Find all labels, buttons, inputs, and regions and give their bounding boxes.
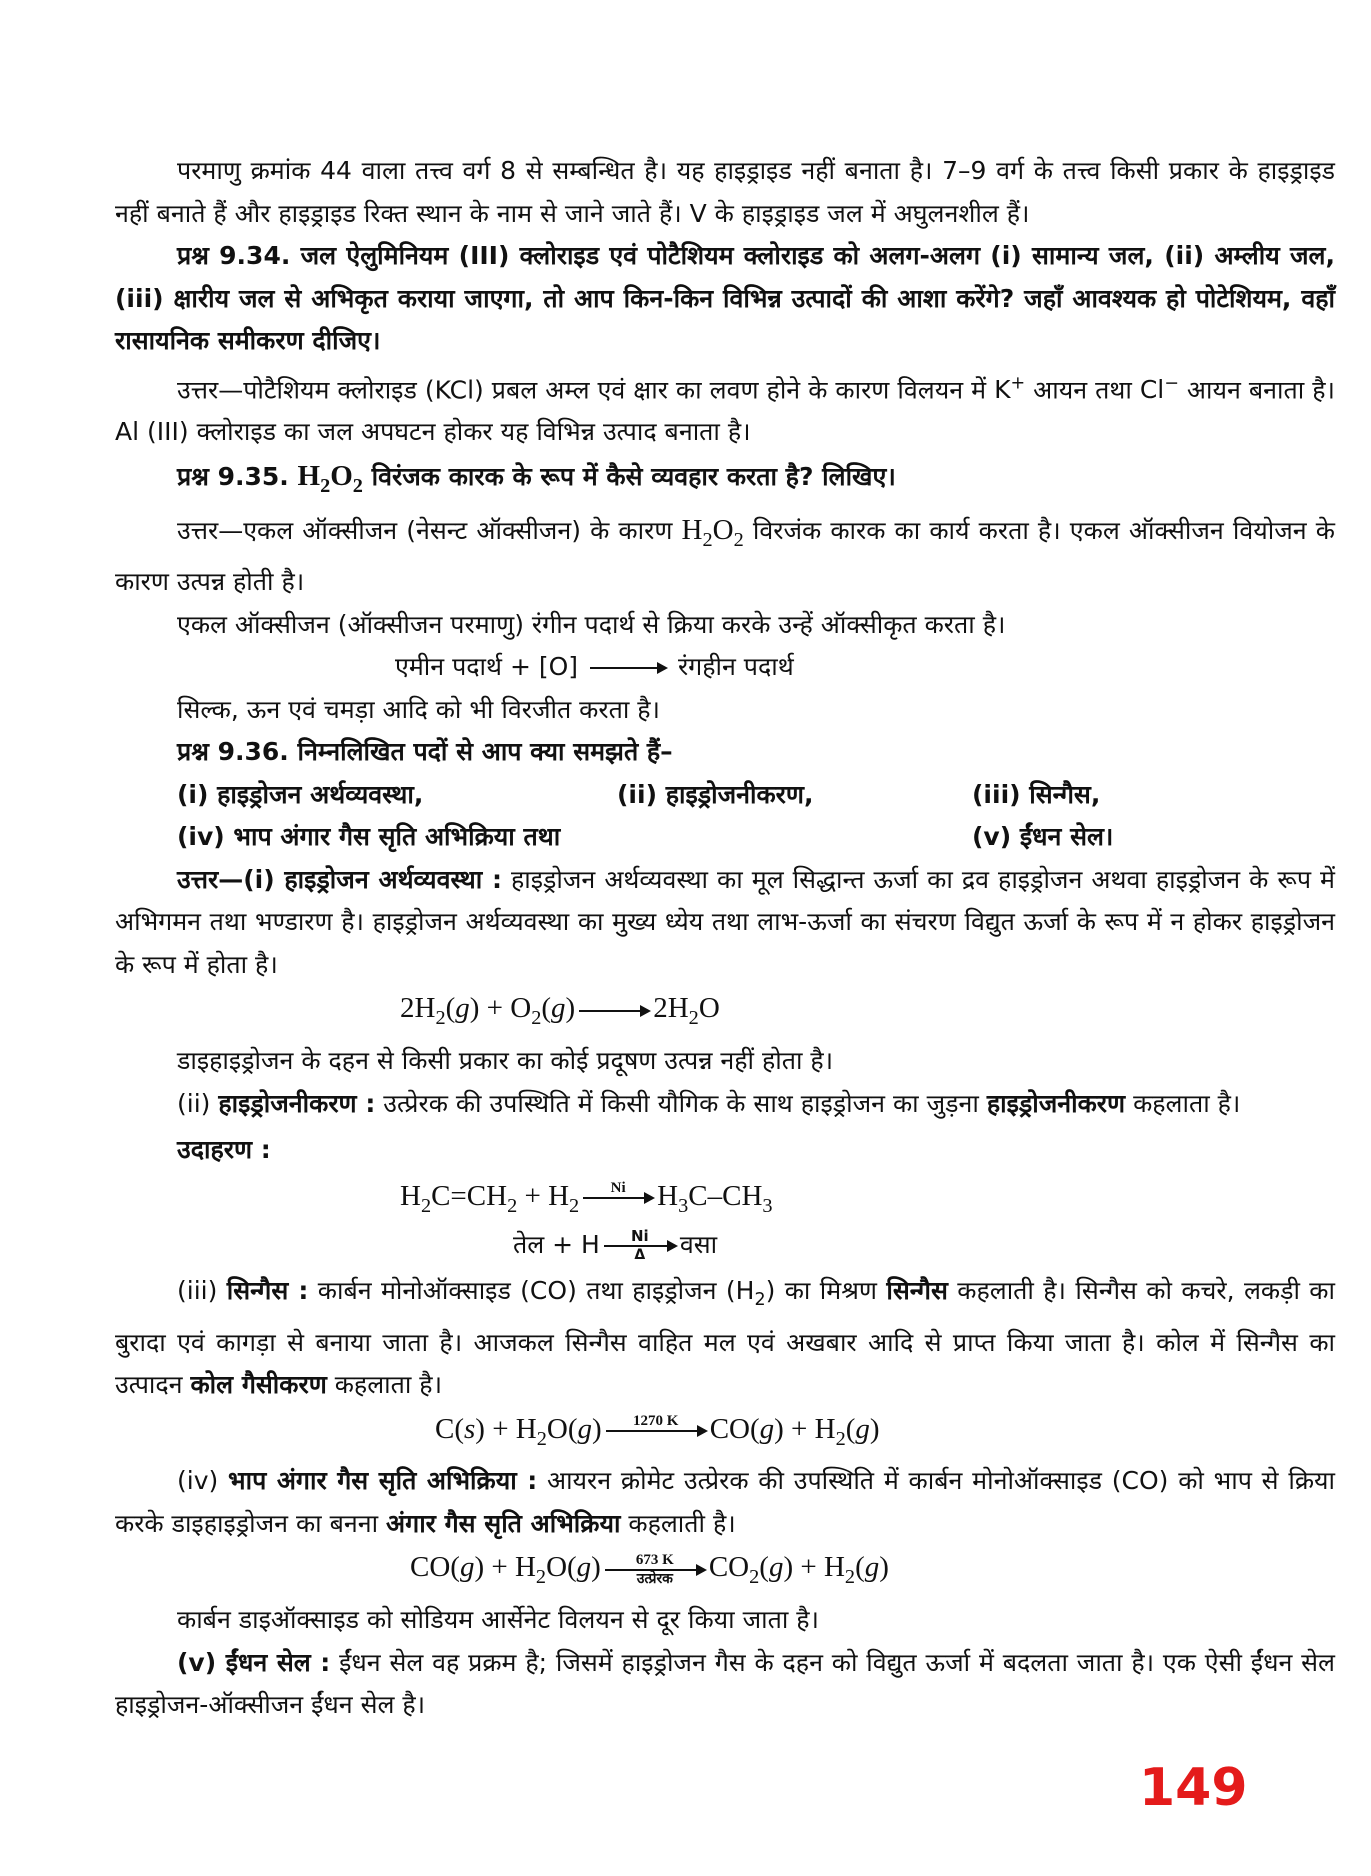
answer-9-35-line3: सिल्क, ऊन एवं चमड़ा आदि को भी विरजीत करता है। [177,694,661,724]
answer-9-36-iv-line2: कार्बन डाइऑक्साइड को सोडियम आर्सेनेट विलयन से दूर किया जाता है। [177,1605,820,1635]
answer-9-35: उत्तर—एकल ऑक्सीजन (नेसन्ट ऑक्सीजन) के कारण $H_2O_2$ विरजंक कारक का कार्य करता है। एकल ऑक्सीजन वियोजन के कारण उत्पन्न होती है। [115,513,1335,597]
question-9-35: प्रश्न 9.35. $H_2O_2$ विरंजक कारक के रूप में कैसे व्यवहार करता है? लिखिए। [177,459,896,497]
equation-amine: एमीन पदार्थ + [O] रंगहीन पदार्थ [395,652,794,682]
question-9-36: प्रश्न 9.36. निम्नलिखित पदों से आप क्या समझते हैं– [177,737,673,767]
equation-water: $2H_2(g) + O_2(g)$ $2H_2O$ [400,992,720,1030]
terms-row-1: (i) हाइड्रोजन अर्थव्यवस्था, (ii) हाइड्रोजनीकरण, (iii) सिन्गैस, [177,779,1101,809]
paragraph-intro: परमाणु क्रमांक 44 वाला तत्त्व वर्ग 8 से सम्बन्धित है। यह हाइड्राइड नहीं बनाता है। 7–9 वर्ग के तत्त्व किसी प्रकार के हाइड्राइड नहीं बनाते हैं और हाइड्राइड रिक्त स्थान के नाम से जाने जाते हैं। V के हाइड्राइड जल में अघुलनशील हैं। [115,156,1335,228]
question-9-34: प्रश्न 9.34. जल ऐलुमिनियम (III) क्लोराइड एवं पोटैशियम क्लोराइड को अलग-अलग (i) सामान्य जल, (ii) अम्लीय जल, (iii) क्षारीय जल से अभिकृत कराया जाएगा, तो आप किन-किन विभिन्न उत्पादों की आशा करेंगे? जहाँ आवश्यक हो पोटेशियम, वहाँ रासायनिक समीकरण दीजिए। [115,241,1335,355]
equation-ethene: $H_2C=CH_2 + H_2$ Ni $H_3C-CH_3$ [400,1179,773,1217]
equation-water-gas-shift: $CO(g) + H_2O(g)$ 673 K उत्प्रेरक $CO_2(g) + H_2(g)$ [410,1551,889,1589]
terms-row-2: (iv) भाप अंगार गैस सृति अभिक्रिया तथा (v) ईंधन सेल। [177,822,1114,852]
answer-9-36-iv: (iv) भाप अंगार गैस सृति अभिक्रिया : आयरन क्रोमेट उत्प्रेरक की उपस्थिति में कार्बन मोनोऑक्साइड (CO) को भाप से क्रिया करके डाइहाइड्रोजन का बनना अंगार गैस सृति अभिक्रिया कहलाती है। [115,1466,1335,1538]
equation-oil: तेल + H $\frac{Ni}{\Delta}$ वसा [513,1226,718,1263]
answer-9-34: उत्तर—पोटैशियम क्लोराइड (KCl) प्रबल अम्ल एवं क्षार का लवण होने के कारण विलयन में K+ आयन तथा Cl− आयन बनाता है। Al (III) क्लोराइड का जल अपघटन होकर यह विभिन्न उत्पाद बनाता है। [115,373,1335,447]
answer-9-36-v: (v) ईंधन सेल : ईंधन सेल वह प्रक्रम है; जिसमें हाइड्रोजन गैस के दहन को विद्युत ऊर्जा में बदलता जाता है। एक ऐसी ईंधन सेल हाइड्रोजन-ऑक्सीजन ईंधन सेल है। [115,1647,1335,1720]
answer-9-35-line2: एकल ऑक्सीजन (ऑक्सीजन परमाणु) रंगीन पदार्थ से क्रिया करके उन्हें ऑक्सीकृत करता है। [177,609,1006,639]
equation-coal-gas: $C(s) + H_2O(g)$ 1270 K $CO(g) + H_2(g)$ [435,1412,880,1450]
answer-9-36-i: उत्तर—(i) हाइड्रोजन अर्थव्यवस्था : हाइड्रोजन अर्थव्यवस्था का मूल सिद्धान्त ऊर्जा का द्रव हाइड्रोजन अथवा हाइड्रोजन के रूप में अभिगमन तथा भण्डारण है। हाइड्रोजन अर्थव्यवस्था का मुख्य ध्येय तथा लाभ-ऊर्जा का संचरण विद्युत ऊर्जा के रूप में न होकर हाइड्रोजन के रूप में होता है। [115,864,1335,979]
answer-9-36-ii: (ii) हाइड्रोजनीकरण : उत्प्रेरक की उपस्थिति में किसी यौगिक के साथ हाइड्रोजन का जुड़ना हाइड्रोजनीकरण कहलाता है। [177,1088,1241,1118]
example-label: उदाहरण : [177,1135,271,1165]
answer-9-36-iii: (iii) सिन्गैस : कार्बन मोनोऑक्साइड (CO) तथा हाइड्रोजन $(H_2)$ का मिश्रण सिन्गैस कहलाती है। सिन्गैस को कचरे, लकड़ी का बुरादा एवं कागड़ा से बनाया जाता है। आजकल सिन्गैस वाहित मल एवं अखबार आदि से प्राप्त किया जाता है। कोल में सिन्गैस का उत्पादन कोल गैसीकरण कहलाता है। [115,1276,1335,1400]
answer-9-36-i-line2: डाइहाइड्रोजन के दहन से किसी प्रकार का कोई प्रदूषण उत्पन्न नहीं होता है। [177,1046,834,1076]
page-content [115,150,1335,1727]
page-number: 149 [1139,1758,1248,1818]
